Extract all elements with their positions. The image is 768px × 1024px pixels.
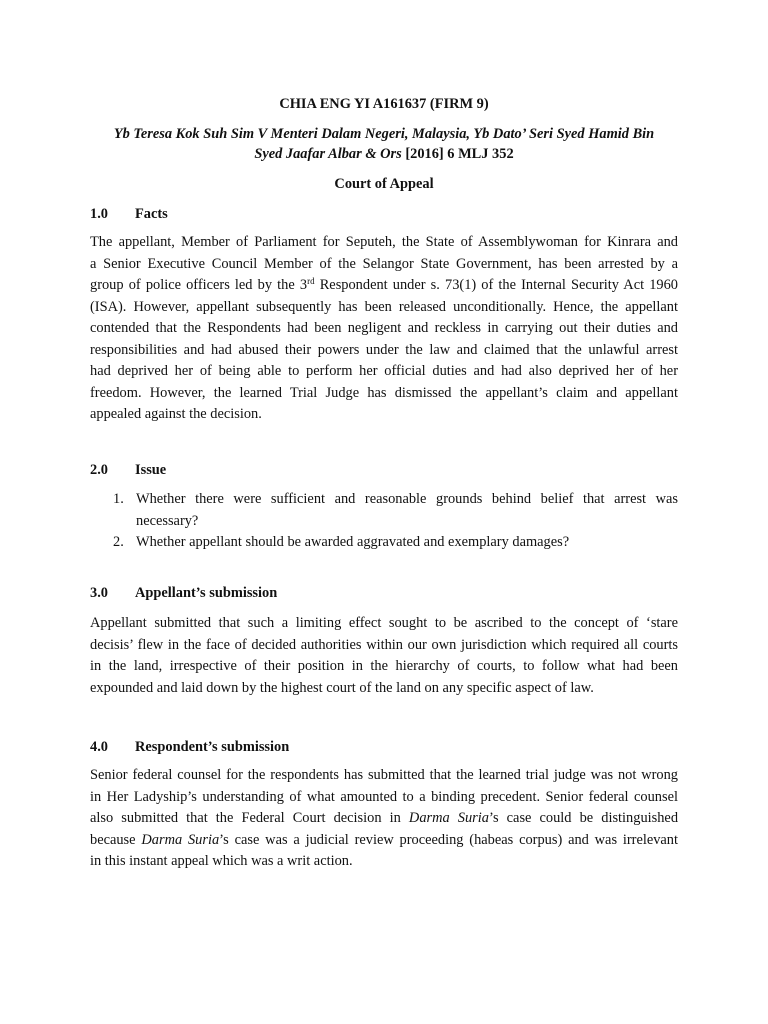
list-text: Whether appellant should be awarded aggravated and exemplary damages? (136, 534, 570, 550)
paragraph-line: appealed against the decision. (90, 406, 262, 422)
list-item (90, 489, 678, 532)
section-heading-respondent (90, 737, 289, 757)
section-heading-appellant (90, 583, 277, 603)
case-name-2: Syed Jaafar Albar & Ors (254, 146, 402, 162)
paragraph-line: also submitted that the Federal Court decision in Darma Suria’s case could be distinguished (90, 810, 678, 826)
paragraph-line: in this instant appeal which was a writ action. (90, 853, 353, 869)
list-number: 2. (113, 534, 124, 550)
section-number: 2.0 (90, 462, 108, 478)
list-number: 1. (113, 491, 124, 507)
section-title: Respondent’s submission (135, 739, 290, 755)
facts-paragraph (90, 232, 678, 426)
section-number: 4.0 (90, 739, 108, 755)
section-title: Issue (135, 462, 167, 478)
paragraph-line: (ISA). However, appellant subsequently has been released unconditionally. Hence, the appellant (90, 298, 678, 315)
case-reference: Darma Suria (408, 810, 489, 826)
appellant-paragraph (90, 613, 678, 699)
case-reference: Darma Suria (141, 831, 220, 848)
issue-list (90, 489, 678, 554)
section-heading-issue (90, 460, 166, 480)
respondent-paragraph (90, 765, 678, 873)
paragraph-line: Appellant submitted that such a limiting effect sought to be ascribed to the concept of ‘stare (90, 615, 678, 631)
paragraph-line: because Darma Suria’s case was a judicial review proceeding (habeas corpus) and was irrelevant (90, 831, 678, 848)
paragraph-line: group of police officers led by the 3rd Respondent under s. 73(1) of the Internal Security Act 1960 (90, 276, 678, 293)
list-item (90, 532, 678, 554)
paragraph-line: The appellant, Member of Parliament for Seputeh, the State of Assemblywoman for Kinrara and (90, 234, 678, 250)
case-name: Yb Teresa Kok Suh Sim V Menteri Dalam Negeri, Malaysia, Yb Dato’ Seri Syed Hamid Bin (113, 126, 655, 142)
paragraph-line: contended that the Respondents had been negligent and reckless in carrying out their duties and (90, 320, 678, 336)
paragraph-line: in the land, irrespective of their position in the hierarchy of courts, to follow what had been (90, 658, 678, 674)
court-name: Court of Appeal (334, 176, 434, 192)
section-title: Facts (135, 206, 168, 222)
section-heading-facts (90, 204, 168, 224)
case-title-line-2 (90, 144, 678, 164)
ordinal-suffix: rd (307, 276, 315, 286)
paragraph-line: responsibilities and had abused their powers under the law and claimed that the unlawful arrest (90, 341, 678, 358)
case-title-line-1 (90, 124, 678, 144)
paragraph-line: had deprived her of being able to perform her official duties and had also deprived her of her (90, 363, 678, 379)
paragraph-line: Senior federal counsel for the respondents has submitted that the learned trial judge was not wrong (90, 767, 678, 783)
student-header: CHIA ENG YI A161637 (FIRM 9) (279, 96, 489, 112)
case-citation: [2016] 6 MLJ 352 (405, 146, 514, 162)
section-title: Appellant’s submission (135, 585, 278, 601)
paragraph-line: in Her Ladyship’s understanding of what amounted to a binding precedent. Senior federal counsel (90, 788, 678, 805)
paragraph-line: a Senior Executive Council Member of the Selangor State Government, has been arrested by a (90, 255, 678, 272)
paragraph-line: freedom. However, the learned Trial Judge has dismissed the appellant’s claim and appellant (90, 384, 678, 401)
paragraph-line: decisis’ flew in the face of decided authorities within our own jurisdiction which required all courts (90, 636, 678, 653)
list-text: Whether there were sufficient and reasonable grounds behind belief that arrest was necessary? (136, 491, 678, 529)
paragraph-line: expounded and laid down by the highest court of the land on any specific aspect of law. (90, 679, 594, 696)
section-number: 1.0 (90, 206, 108, 222)
section-number: 3.0 (90, 585, 108, 601)
